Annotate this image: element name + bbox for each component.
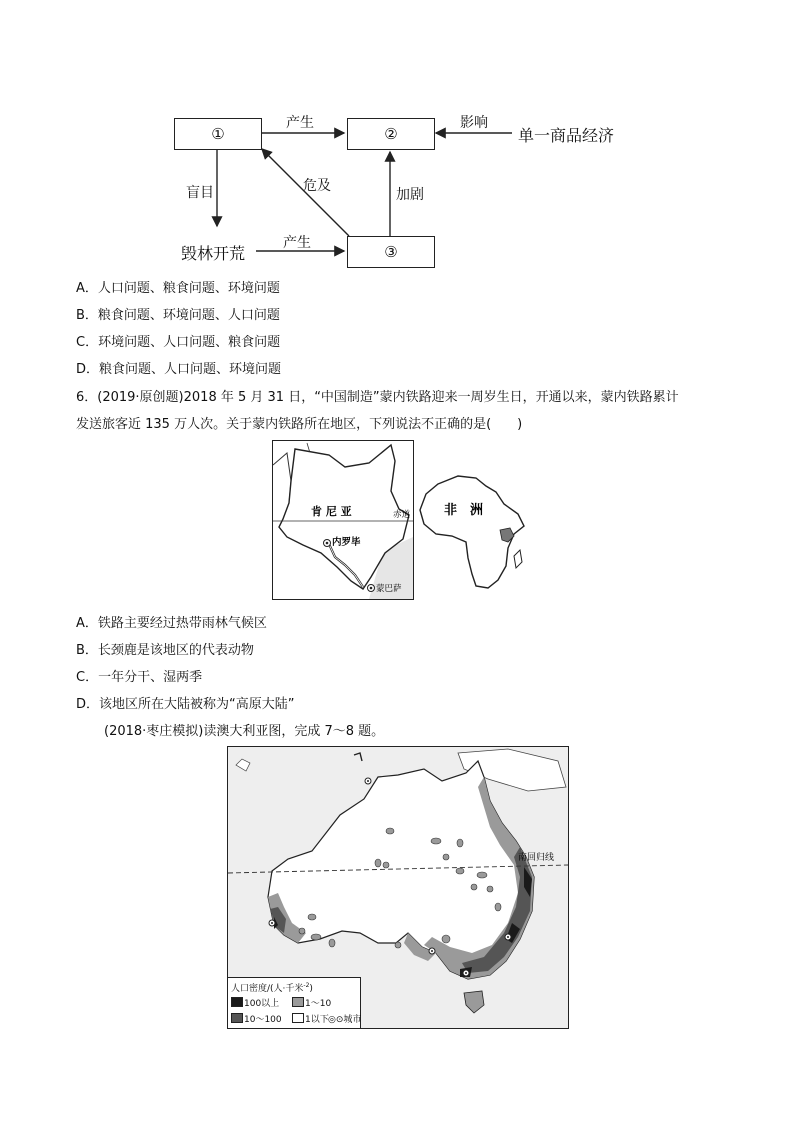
source-node: 单一商品经济 [518, 126, 615, 145]
legend-city-symbol: ◎⊙ [328, 1015, 344, 1025]
q6-option-c: C．一年分干、湿两季 [76, 670, 203, 685]
patch-4 [443, 854, 449, 860]
label-mangmu: 盲目 [186, 185, 214, 201]
patch-10 [487, 886, 493, 892]
flow-box-1: ① [174, 118, 262, 150]
patch-6 [383, 862, 389, 868]
madagascar [514, 550, 522, 568]
patch-2 [431, 838, 441, 844]
label-nairobi: 内罗毕 [332, 537, 361, 548]
city-nairobi-dot [326, 542, 329, 545]
tasmania [464, 991, 484, 1013]
patch-1 [386, 828, 394, 834]
legend-label-10-100: 10～100 [244, 1015, 282, 1025]
q6-option-d: D．该地区所在大陆被称为“高原大陆” [76, 697, 295, 712]
patch-16 [395, 942, 401, 948]
patch-7 [456, 868, 464, 874]
patch-13 [299, 928, 305, 934]
q6-option-a: A．铁路主要经过热带雨林气候区 [76, 616, 267, 631]
flow-box-3: ③ [347, 236, 435, 268]
q6-option-b: B．长颈鹿是该地区的代表动物 [76, 643, 254, 658]
q5-option-b: B．粮食问题、环境问题、人口问题 [76, 308, 280, 323]
coast-mark [354, 753, 362, 761]
label-jiaju: 加剧 [396, 187, 424, 203]
legend-swatch-1-10 [292, 997, 304, 1007]
legend-swatch-100-plus [231, 997, 243, 1007]
city-perth-dot [271, 922, 273, 924]
city-adelaide-dot [431, 950, 433, 952]
kenya-map [272, 440, 414, 600]
island-nw [236, 759, 250, 771]
q7-intro: (2018·枣庄模拟)读澳大利亚图，完成 7～8 题。 [104, 724, 385, 739]
legend-swatch-10-100 [231, 1013, 243, 1023]
legend-label-below-1: 1以下 [305, 1015, 329, 1025]
legend-label-100-plus: 100以上 [244, 999, 280, 1009]
patch-15 [442, 935, 450, 943]
kenya-map-drawing [273, 441, 413, 599]
city-mombasa-dot [370, 587, 373, 590]
city-sydney-dot [507, 936, 509, 938]
legend-title-sup: -2 [303, 982, 310, 989]
label-mombasa: 蒙巴萨 [376, 584, 402, 594]
patch-8 [477, 872, 487, 878]
q6-stem-line1: 6．(2019·原创题)2018 年 5 月 31 日，“中国制造”蒙内铁路迎来一周岁生日，开通以来，蒙内铁路累计 [76, 390, 679, 405]
legend-title-text: 人口密度/(人·千米 [231, 984, 304, 994]
node-huilin: 毁林开荒 [181, 244, 246, 263]
label-yingxiang: 影响 [460, 115, 488, 131]
patch-11 [495, 903, 501, 911]
flow-box-2: ② [347, 118, 435, 150]
q5-option-a: A．人口问题、粮食问题、环境问题 [76, 281, 280, 296]
q6-stem-line2: 发送旅客近 135 万人次。关于蒙内铁路所在地区，下列说法不正确的是( ) [76, 417, 523, 432]
map-legend [228, 977, 361, 1029]
label-weiji: 危及 [303, 178, 331, 194]
q5-option-c: C．环境问题、人口问题、粮食问题 [76, 335, 281, 350]
label-chansheng-top: 产生 [286, 115, 314, 131]
city-melbourne-dot [465, 972, 467, 974]
patch-3 [457, 839, 463, 847]
q5-option-d: D．粮食问题、人口问题、环境问题 [76, 362, 282, 377]
tropic-label: 南回归线 [518, 853, 555, 863]
patch-9 [471, 884, 477, 890]
africa-map [414, 470, 532, 596]
legend-title-end: ) [309, 984, 313, 994]
legend-swatch-below-1 [292, 1013, 304, 1023]
patch-17 [329, 939, 335, 947]
city-darwin-dot [367, 780, 369, 782]
patch-14 [311, 934, 321, 940]
legend-city [328, 1012, 361, 1025]
patch-12 [308, 914, 316, 920]
legend-label-1-10: 1～10 [305, 999, 332, 1009]
australia-map [227, 746, 569, 1029]
label-kenya: 肯 尼 亚 [311, 505, 352, 518]
legend-title [231, 981, 313, 994]
label-equator: 赤道 [393, 510, 411, 520]
label-chansheng-bottom: 产生 [283, 235, 311, 251]
label-africa: 非 洲 [444, 503, 484, 518]
patch-5 [375, 859, 381, 867]
legend-city-label: 城市 [343, 1015, 362, 1025]
